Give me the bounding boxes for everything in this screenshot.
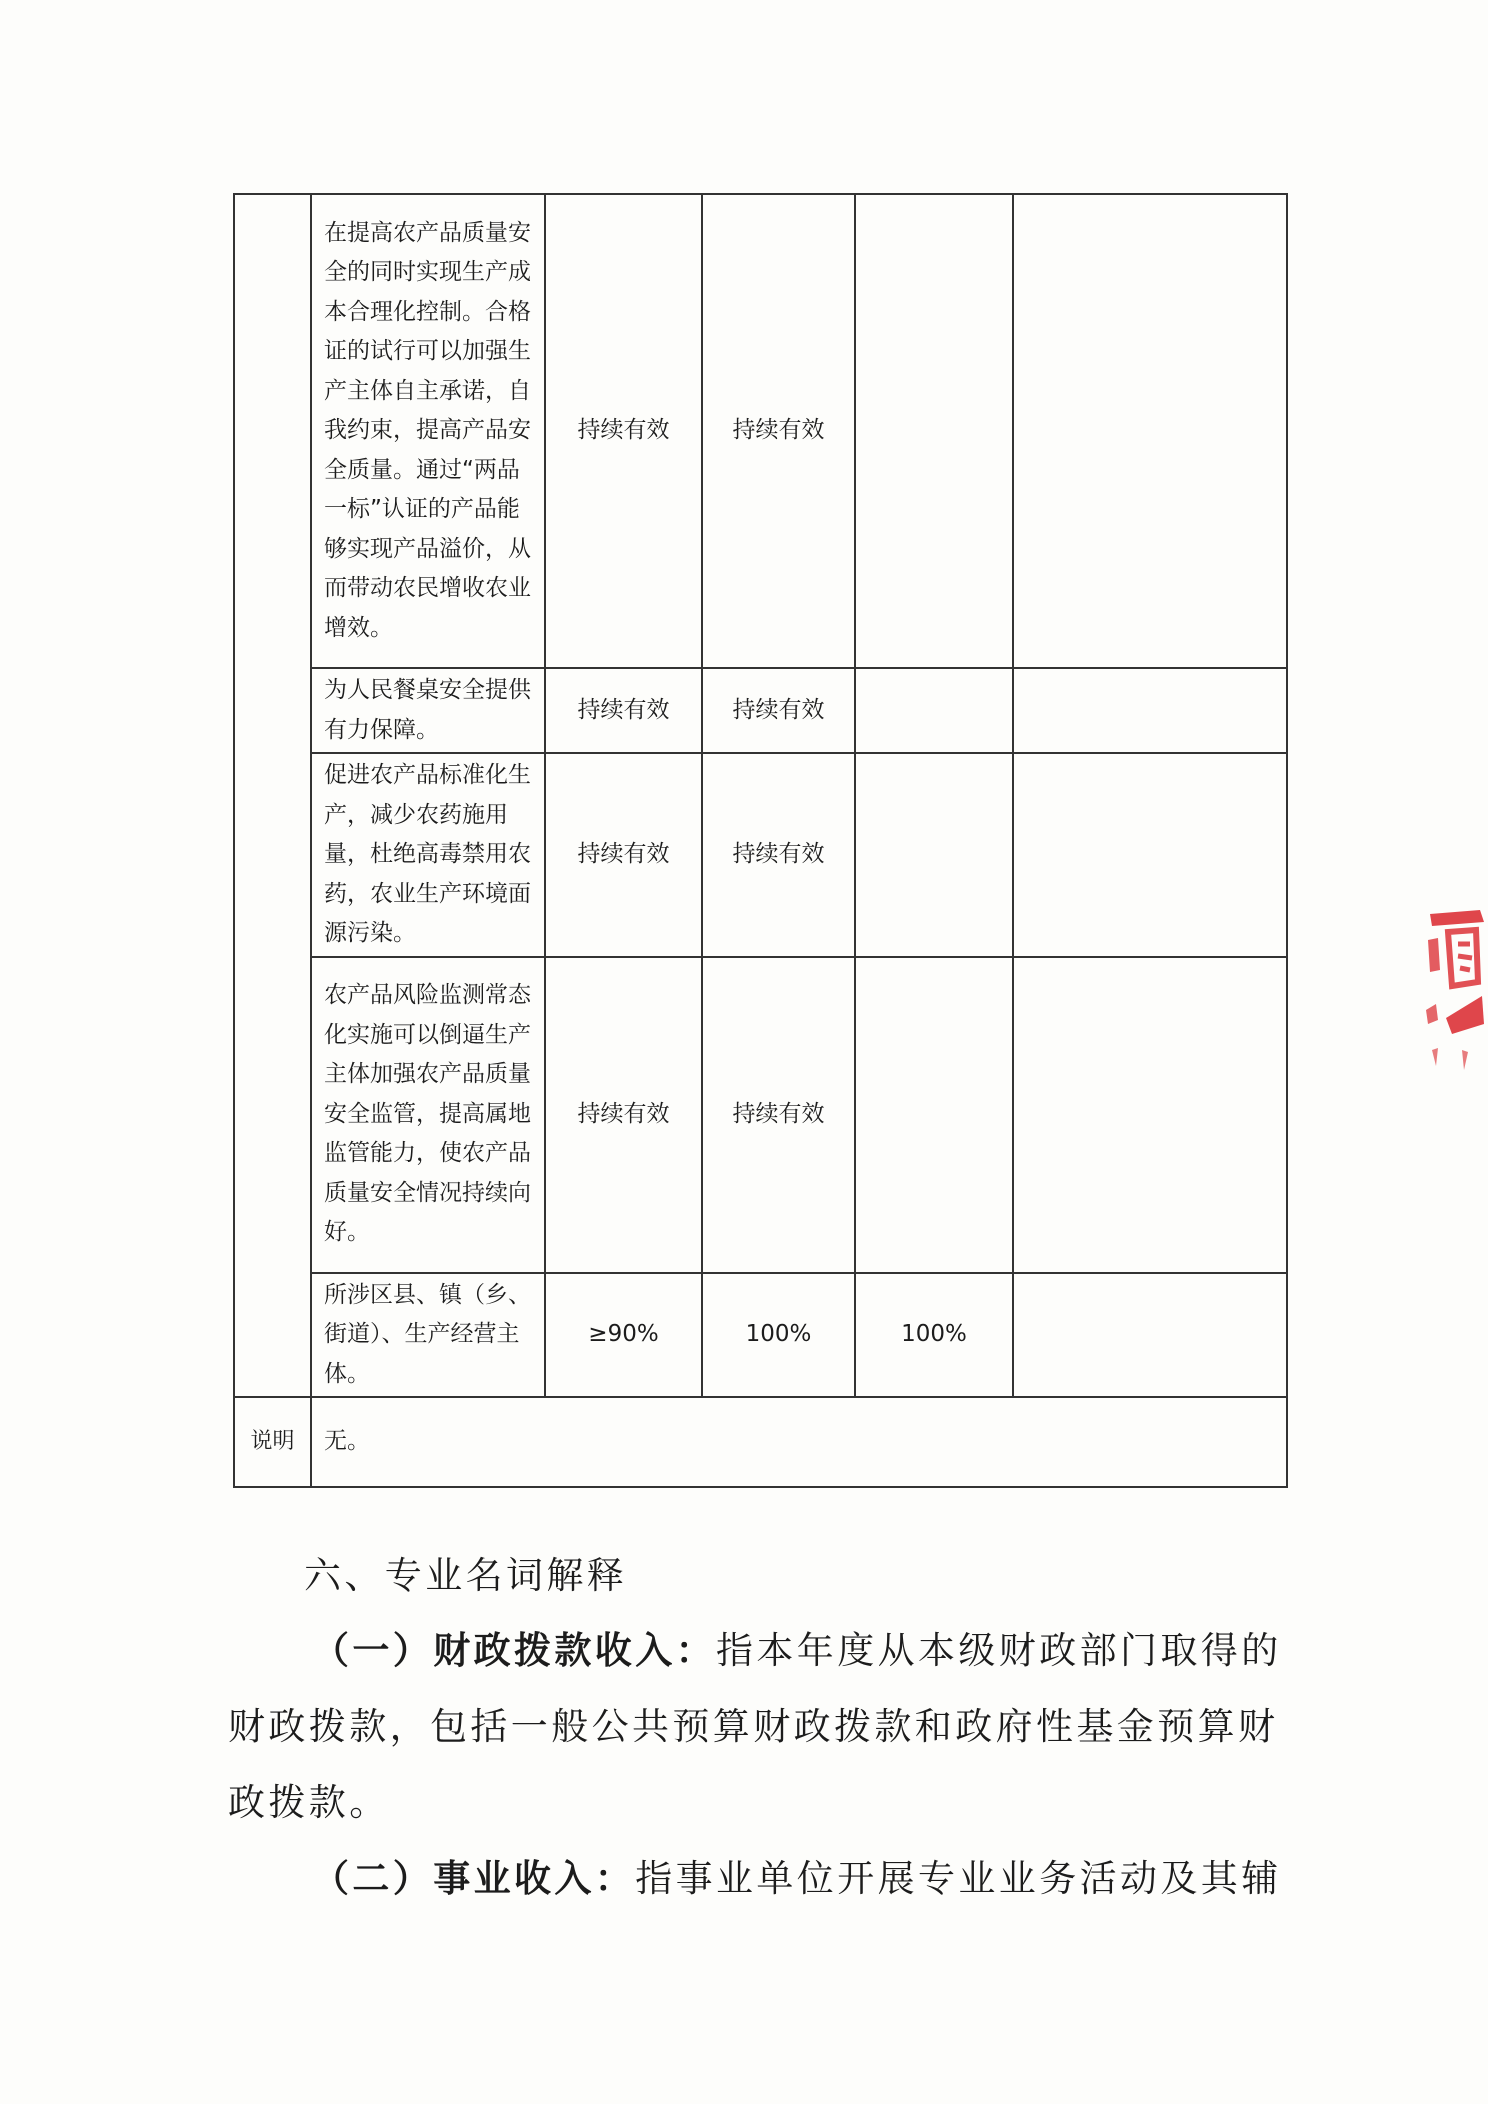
remark-cell [1013,753,1287,957]
actual-value: 持续有效 [702,957,855,1273]
performance-table [233,193,1288,1488]
section-heading: 六、专业名词解释 [304,1554,628,1597]
definition-text-1-line2: 财政拨款，包括一般公共预算财政拨款和政府性基金预算财 [228,1705,1279,1748]
remark-cell [1013,668,1287,753]
table-row [234,753,1287,957]
actual-value: 持续有效 [702,194,855,668]
note-row [234,1397,1287,1487]
definition-item-1 [312,1620,1282,1674]
definition-term-2: （二）事业收入： [312,1856,636,1900]
definition-term-1: （一）财政拨款收入： [312,1628,716,1672]
definition-text-1-line3: 政拨款。 [228,1781,390,1824]
table-row [234,194,1287,668]
remark-cell [1013,957,1287,1273]
indicator-description: 促进农产品标准化生产，减少农药施用量，杜绝高毒禁用农药，农业生产环境面源污染。 [311,753,545,957]
indicator-description: 农产品风险监测常态化实施可以倒逼生产主体加强农产品质量安全监管，提高属地监管能力，使农产品质量安全情况持续向好。 [311,957,545,1273]
indicator-description: 在提高农产品质量安全的同时实现生产成本合理化控制。合格证的试行可以加强生产主体自主承诺，自我约束，提高产品安全质量。通过“两品一标”认证的产品能够实现产品溢价，从而带动农民增收农业增效。 [311,194,545,668]
target-value: 持续有效 [545,957,702,1273]
definition-item-2 [312,1848,1282,1902]
remark-cell [1013,1273,1287,1398]
note-text: 无。 [311,1397,1287,1487]
target-value: 持续有效 [545,668,702,753]
target-value: ≥90% [545,1273,702,1398]
target-value: 持续有效 [545,194,702,668]
score-value [855,753,1013,957]
indicator-description: 为人民餐桌安全提供有力保障。 [311,668,545,753]
score-value [855,957,1013,1273]
actual-value: 100% [702,1273,855,1398]
score-value: 100% [855,1273,1013,1398]
table-row [234,957,1287,1273]
table-row [234,668,1287,753]
red-seal-fragment [1418,900,1488,1090]
note-label: 说明 [234,1397,311,1487]
actual-value: 持续有效 [702,668,855,753]
category-cell [234,194,311,1397]
score-value [855,668,1013,753]
definition-text-2-line1: 指事业单位开展专业业务活动及其辅 [635,1857,1282,1900]
remark-cell [1013,194,1287,668]
table-row [234,1273,1287,1398]
actual-value: 持续有效 [702,753,855,957]
definition-text-1-line1: 指本年度从本级财政部门取得的 [716,1629,1282,1672]
target-value: 持续有效 [545,753,702,957]
score-value [855,194,1013,668]
indicator-description: 所涉区县、镇（乡、街道）、生产经营主体。 [311,1273,545,1398]
